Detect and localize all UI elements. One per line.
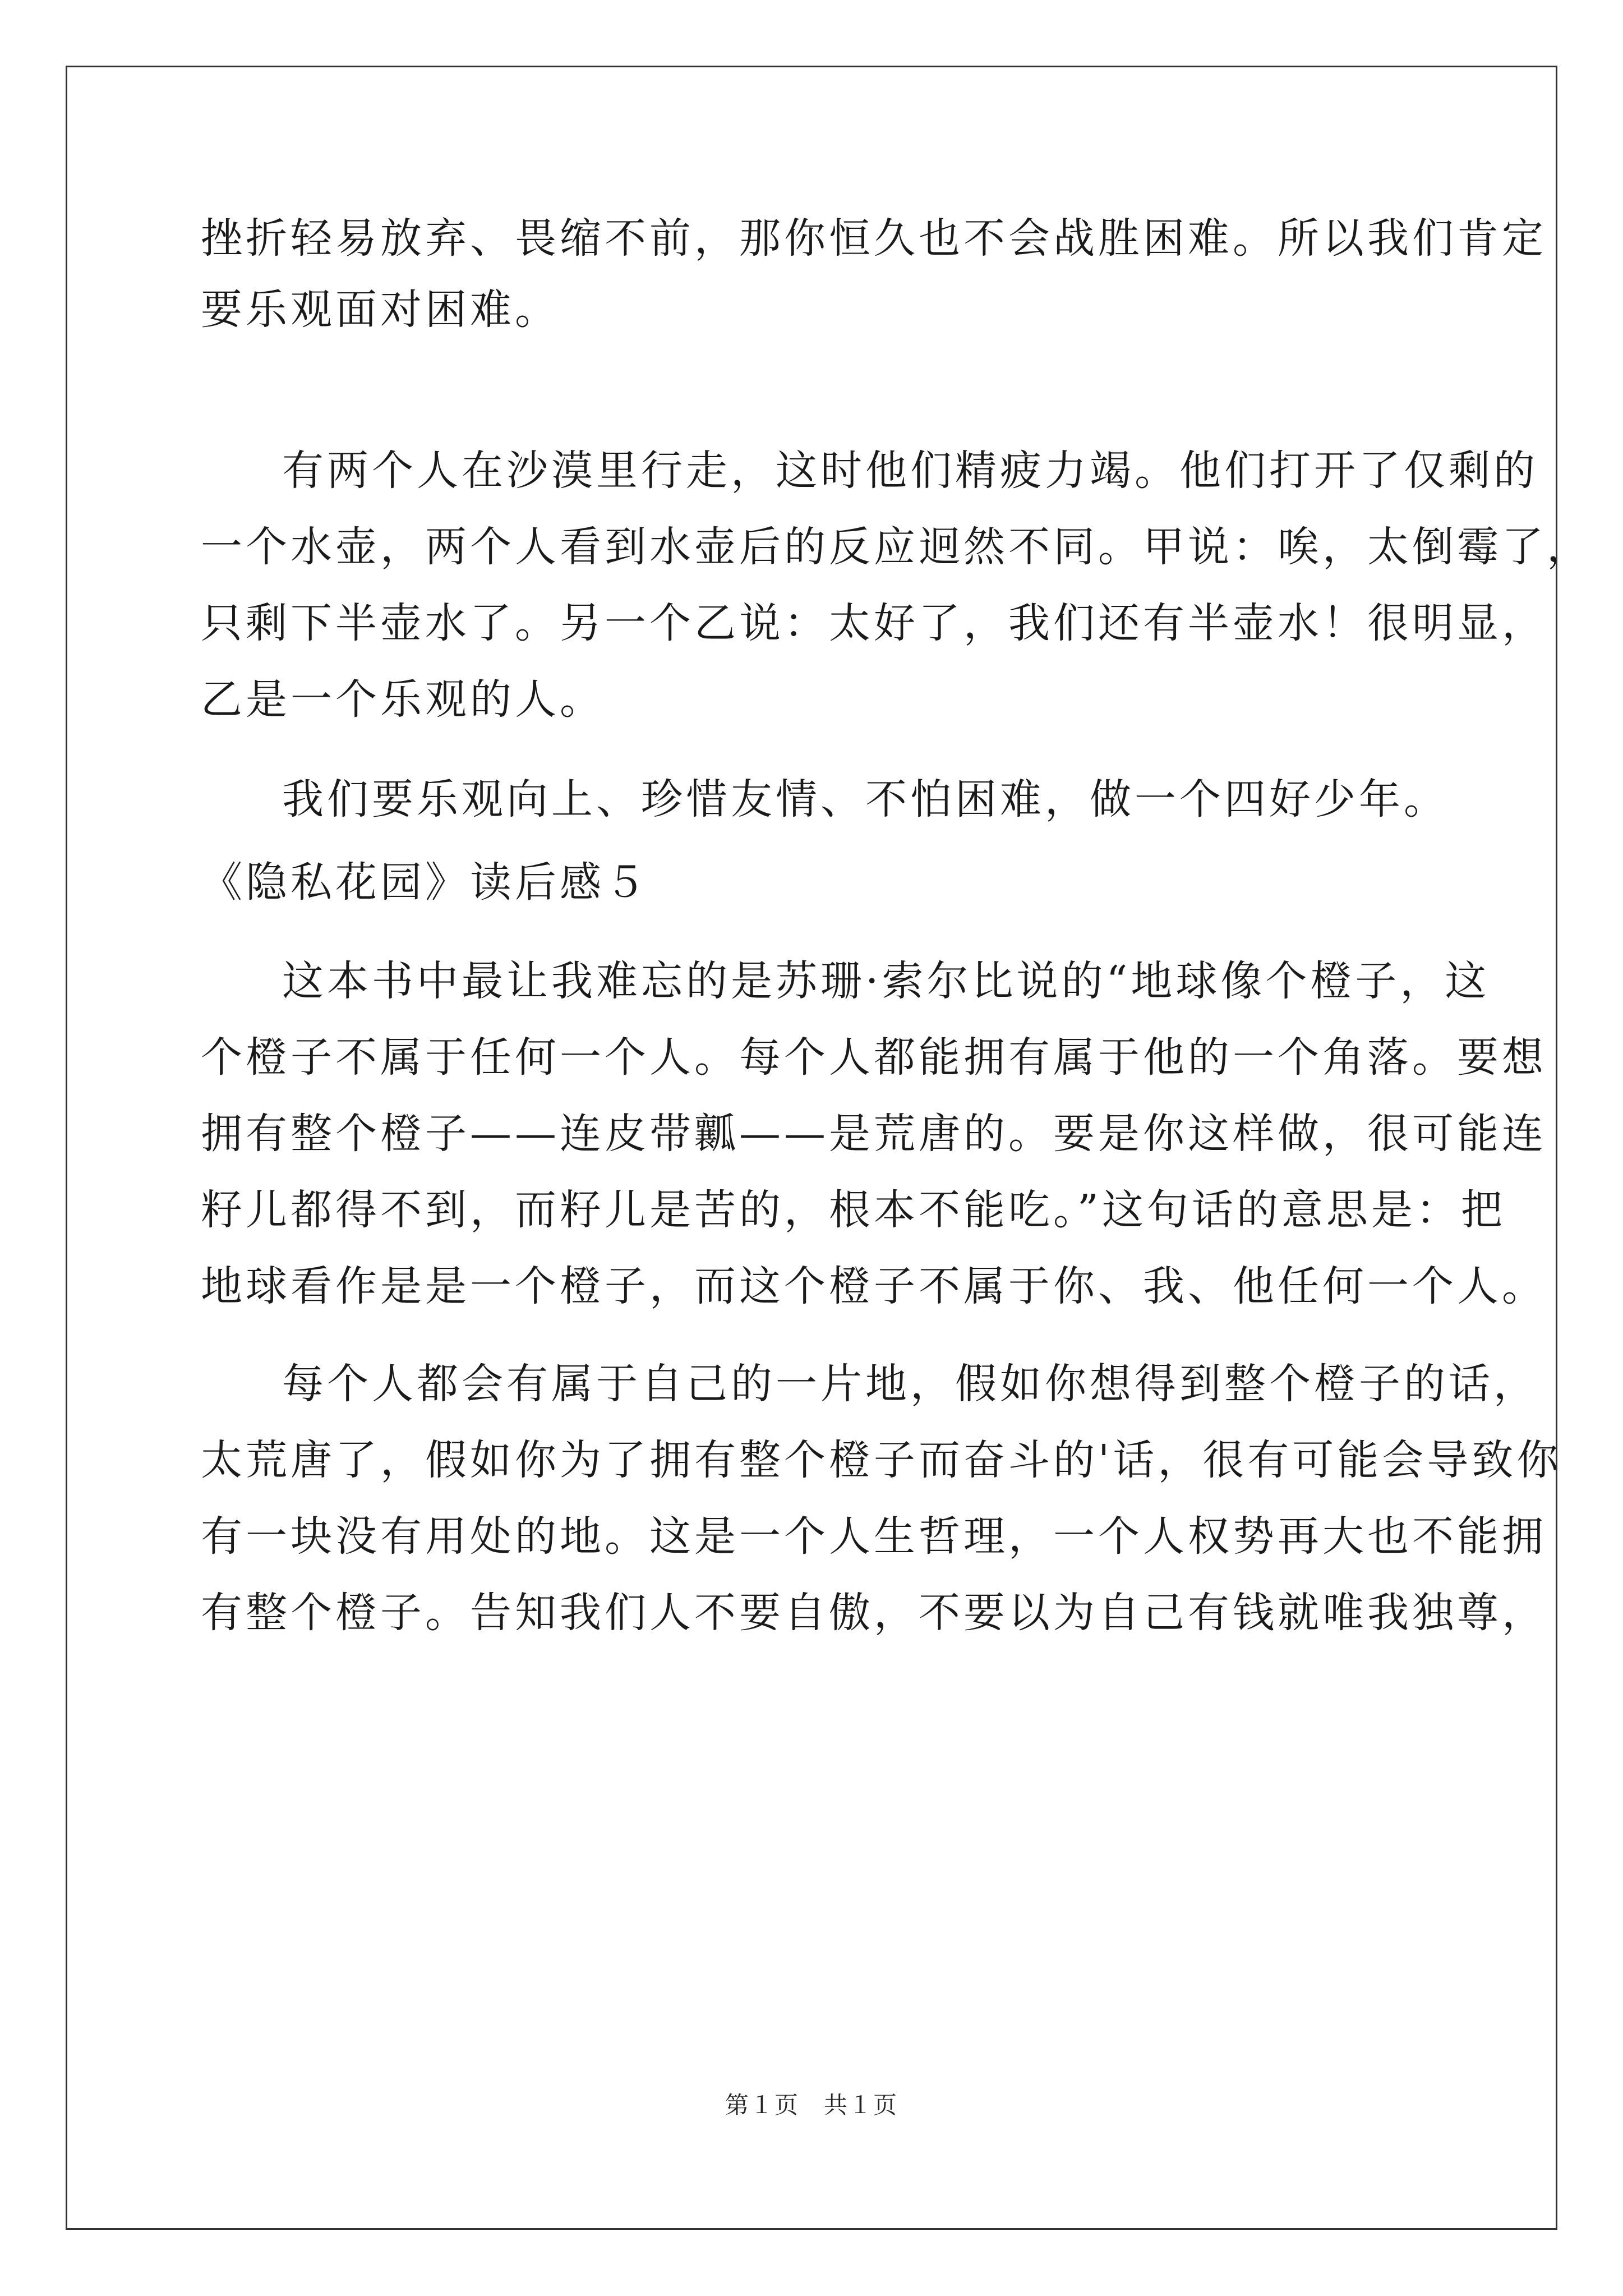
section-heading: 《隐私花园》读后感５ [201,858,649,907]
paragraph-line: 这本书中最让我难忘的是苏珊·索尔比说的“地球像个橙子，这 [282,957,1490,1005]
paragraph-line: 要乐观面对困难。 [201,286,560,334]
paragraph-line: 挫折轻易放弃、畏缩不前，那你恒久也不会战胜困难。所以我们肯定 [201,214,1547,263]
paragraph-line: 只剩下半壶水了。另一个乙说：太好了，我们还有半壶水！很明显， [201,599,1547,647]
paragraph-line: 有整个橙子。告知我们人不要自傲，不要以为自己有钱就唯我独尊， [201,1589,1547,1637]
paragraph-line: 地球看作是是一个橙子，而这个橙子不属于你、我、他任何一个人。 [201,1262,1547,1310]
paragraph-line: 籽儿都得不到，而籽儿是苦的，根本不能吃。”这句话的意思是：把 [201,1186,1506,1234]
paragraph-line: 一个水壶，两个人看到水壶后的反应迥然不同。甲说：唉，太倒霉了， [201,523,1592,571]
paragraph-line: 太荒唐了，假如你为了拥有整个橙子而奋斗的'话，很有可能会导致你 [201,1436,1562,1484]
page-number: 第１页 共１页 [725,2091,898,2119]
paragraph-line: 有两个人在沙漠里行走，这时他们精疲力竭。他们打开了仅剩的 [282,447,1538,495]
paragraph-line: 我们要乐观向上、珍惜友情、不怕困难，做一个四好少年。 [282,775,1449,823]
paragraph-line: 每个人都会有属于自己的一片地，假如你想得到整个橙子的话， [282,1360,1538,1408]
paragraph-line: 乙是一个乐观的人。 [201,675,605,724]
paragraph-line: 拥有整个橙子——连皮带瓤——是荒唐的。要是你这样做，很可能连 [201,1110,1547,1158]
paragraph-line: 个橙子不属于任何一个人。每个人都能拥有属于他的一个角落。要想 [201,1033,1547,1082]
paragraph-line: 有一块没有用处的地。这是一个人生哲理，一个人权势再大也不能拥 [201,1512,1547,1561]
